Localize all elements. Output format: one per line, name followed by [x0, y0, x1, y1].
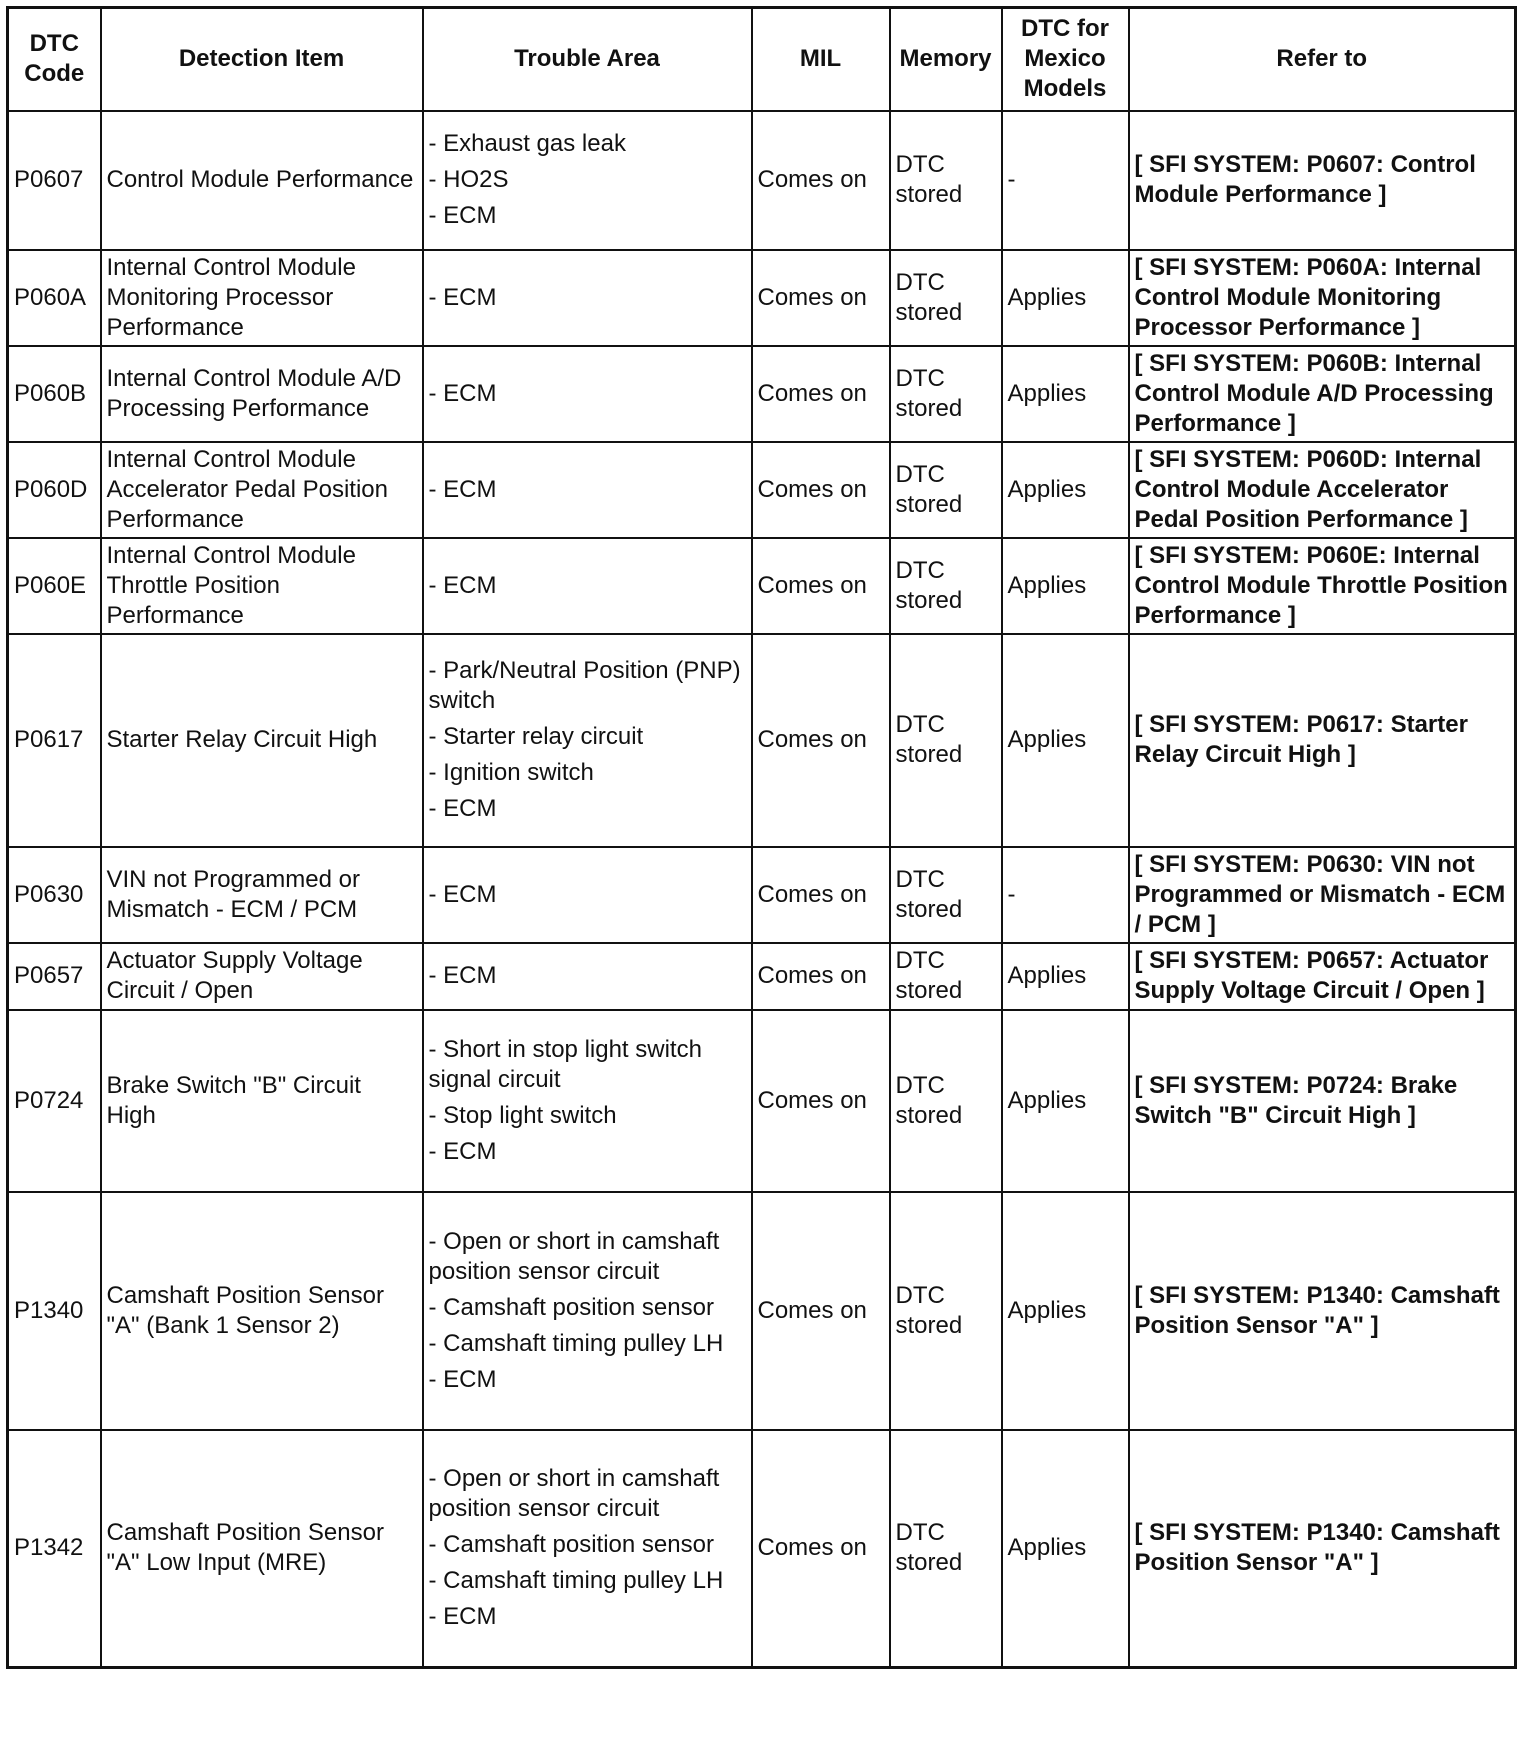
trouble-area-cell — [423, 442, 752, 538]
refer-to-link[interactable]: [ SFI SYSTEM: P0657: Actuator Supply Voltage Circuit / Open ] — [1129, 943, 1516, 1010]
trouble-area-cell — [423, 1192, 752, 1430]
detection-item-cell: Actuator Supply Voltage Circuit / Open — [101, 943, 423, 1010]
dtc-code-cell: P060B — [8, 346, 101, 442]
trouble-area-cell — [423, 943, 752, 1010]
trouble-area-item: - Short in stop light switch signal circuit — [428, 1035, 702, 1093]
mil-cell: Comes on — [752, 442, 890, 538]
trouble-area-item: - HO2S — [428, 166, 509, 193]
memory-cell: DTC stored — [890, 538, 1002, 634]
trouble-area-cell — [423, 1010, 752, 1192]
trouble-area-cell — [423, 634, 752, 847]
header-dtc-code: DTC Code — [8, 8, 101, 111]
table-row — [8, 847, 1516, 943]
header-row — [8, 8, 1516, 111]
mil-cell: Comes on — [752, 111, 890, 250]
refer-to-link[interactable]: [ SFI SYSTEM: P0607: Control Module Performance ] — [1129, 111, 1516, 250]
trouble-area-cell — [423, 250, 752, 346]
mil-cell: Comes on — [752, 1192, 890, 1430]
trouble-area-item: - Open or short in camshaft position sensor circuit — [428, 1465, 720, 1523]
memory-cell: DTC stored — [890, 442, 1002, 538]
mexico-cell: - — [1002, 847, 1129, 943]
memory-cell: DTC stored — [890, 1430, 1002, 1668]
trouble-area-cell — [423, 1430, 752, 1668]
mil-cell: Comes on — [752, 538, 890, 634]
dtc-code-cell: P0607 — [8, 111, 101, 250]
trouble-area-item: - ECM — [428, 1365, 497, 1393]
table-row — [8, 943, 1516, 1010]
table-row — [8, 1010, 1516, 1192]
memory-cell: DTC stored — [890, 943, 1002, 1010]
trouble-area-item: - Stop light switch — [428, 1101, 617, 1129]
mil-cell: Comes on — [752, 847, 890, 943]
dtc-code-cell: P0630 — [8, 847, 101, 943]
mexico-cell: Applies — [1002, 1010, 1129, 1192]
detection-item-cell: Internal Control Module Throttle Position Performance — [101, 538, 423, 634]
refer-to-link[interactable]: [ SFI SYSTEM: P060B: Internal Control Module A/D Processing Performance ] — [1129, 346, 1516, 442]
mexico-cell: Applies — [1002, 442, 1129, 538]
memory-cell: DTC stored — [890, 346, 1002, 442]
dtc-code-cell: P060D — [8, 442, 101, 538]
mexico-cell: - — [1002, 111, 1129, 250]
trouble-area-item: - Camshaft position sensor — [428, 1293, 714, 1321]
dtc-code-cell: P0657 — [8, 943, 101, 1010]
mil-cell: Comes on — [752, 943, 890, 1010]
memory-cell: DTC stored — [890, 1192, 1002, 1430]
trouble-area-item: - Camshaft position sensor — [428, 1531, 714, 1559]
header-trouble-area: Trouble Area — [423, 8, 752, 111]
detection-item-cell: Internal Control Module Monitoring Processor Performance — [101, 250, 423, 346]
table-row — [8, 1430, 1516, 1668]
mil-cell: Comes on — [752, 1430, 890, 1668]
mexico-cell: Applies — [1002, 250, 1129, 346]
trouble-area-item: - Park/Neutral Position (PNP) switch — [428, 657, 741, 714]
trouble-area-item: - Exhaust gas leak — [428, 130, 626, 157]
table-header — [8, 8, 1516, 111]
refer-to-link[interactable]: [ SFI SYSTEM: P1340: Camshaft Position Sensor "A" ] — [1129, 1192, 1516, 1430]
dtc-table-container — [6, 6, 1517, 1669]
memory-cell: DTC stored — [890, 847, 1002, 943]
detection-item-cell: Camshaft Position Sensor "A" (Bank 1 Sensor 2) — [101, 1192, 423, 1430]
mexico-cell: Applies — [1002, 634, 1129, 847]
trouble-area-item: - Camshaft timing pulley LH — [428, 1567, 724, 1595]
trouble-area-item: - Open or short in camshaft position sensor circuit — [428, 1227, 720, 1285]
header-detection-item: Detection Item — [101, 8, 423, 111]
detection-item-cell: Brake Switch "B" Circuit High — [101, 1010, 423, 1192]
header-refer-to: Refer to — [1129, 8, 1516, 111]
trouble-area-item: - ECM — [428, 795, 497, 822]
trouble-area-item: - ECM — [428, 379, 497, 407]
trouble-area-cell — [423, 111, 752, 250]
detection-item-cell: Control Module Performance — [101, 111, 423, 250]
refer-to-link[interactable]: [ SFI SYSTEM: P0630: VIN not Programmed or Mismatch - ECM / PCM ] — [1129, 847, 1516, 943]
table-row — [8, 442, 1516, 538]
mexico-cell: Applies — [1002, 943, 1129, 1010]
table-row — [8, 634, 1516, 847]
detection-item-cell: Camshaft Position Sensor "A" Low Input (MRE) — [101, 1430, 423, 1668]
trouble-area-item: - Camshaft timing pulley LH — [428, 1329, 724, 1357]
refer-to-link[interactable]: [ SFI SYSTEM: P060D: Internal Control Module Accelerator Pedal Position Performance ] — [1129, 442, 1516, 538]
table-row — [8, 1192, 1516, 1430]
memory-cell: DTC stored — [890, 634, 1002, 847]
refer-to-link[interactable]: [ SFI SYSTEM: P0724: Brake Switch "B" Circuit High ] — [1129, 1010, 1516, 1192]
dtc-code-cell: P060E — [8, 538, 101, 634]
dtc-code-cell: P0724 — [8, 1010, 101, 1192]
memory-cell: DTC stored — [890, 250, 1002, 346]
mexico-cell: Applies — [1002, 1192, 1129, 1430]
header-memory: Memory — [890, 8, 1002, 111]
trouble-area-cell — [423, 847, 752, 943]
trouble-area-item: - Ignition switch — [428, 759, 594, 786]
trouble-area-item: - ECM — [428, 1137, 497, 1165]
dtc-code-cell: P060A — [8, 250, 101, 346]
refer-to-link[interactable]: [ SFI SYSTEM: P0617: Starter Relay Circuit High ] — [1129, 634, 1516, 847]
trouble-area-item: - Starter relay circuit — [428, 723, 644, 750]
table-row — [8, 111, 1516, 250]
mexico-cell: Applies — [1002, 538, 1129, 634]
dtc-code-cell: P0617 — [8, 634, 101, 847]
trouble-area-cell — [423, 346, 752, 442]
detection-item-cell: VIN not Programmed or Mismatch - ECM / PCM — [101, 847, 423, 943]
detection-item-cell: Internal Control Module A/D Processing Performance — [101, 346, 423, 442]
trouble-area-item: - ECM — [428, 475, 497, 503]
dtc-code-cell: P1342 — [8, 1430, 101, 1668]
table-row — [8, 250, 1516, 346]
mil-cell: Comes on — [752, 346, 890, 442]
trouble-area-item: - ECM — [428, 202, 497, 229]
header-mexico-models: DTC for Mexico Models — [1002, 8, 1129, 111]
memory-cell: DTC stored — [890, 111, 1002, 250]
refer-to-link[interactable]: [ SFI SYSTEM: P060E: Internal Control Module Throttle Position Performance ] — [1129, 538, 1516, 634]
mil-cell: Comes on — [752, 634, 890, 847]
table-row — [8, 538, 1516, 634]
table-row — [8, 346, 1516, 442]
mil-cell: Comes on — [752, 1010, 890, 1192]
dtc-table — [6, 6, 1517, 1669]
memory-cell: DTC stored — [890, 1010, 1002, 1192]
refer-to-link[interactable]: [ SFI SYSTEM: P060A: Internal Control Module Monitoring Processor Performance ] — [1129, 250, 1516, 346]
trouble-area-item: - ECM — [428, 283, 497, 311]
refer-to-link[interactable]: [ SFI SYSTEM: P1340: Camshaft Position Sensor "A" ] — [1129, 1430, 1516, 1668]
mil-cell: Comes on — [752, 250, 890, 346]
mexico-cell: Applies — [1002, 1430, 1129, 1668]
detection-item-cell: Internal Control Module Accelerator Pedal Position Performance — [101, 442, 423, 538]
trouble-area-item: - ECM — [428, 962, 497, 989]
trouble-area-item: - ECM — [428, 571, 497, 599]
trouble-area-item: - ECM — [428, 1603, 497, 1631]
trouble-area-cell — [423, 538, 752, 634]
trouble-area-item: - ECM — [428, 880, 497, 908]
dtc-code-cell: P1340 — [8, 1192, 101, 1430]
table-body — [8, 111, 1516, 1668]
detection-item-cell: Starter Relay Circuit High — [101, 634, 423, 847]
header-mil: MIL — [752, 8, 890, 111]
mexico-cell: Applies — [1002, 346, 1129, 442]
